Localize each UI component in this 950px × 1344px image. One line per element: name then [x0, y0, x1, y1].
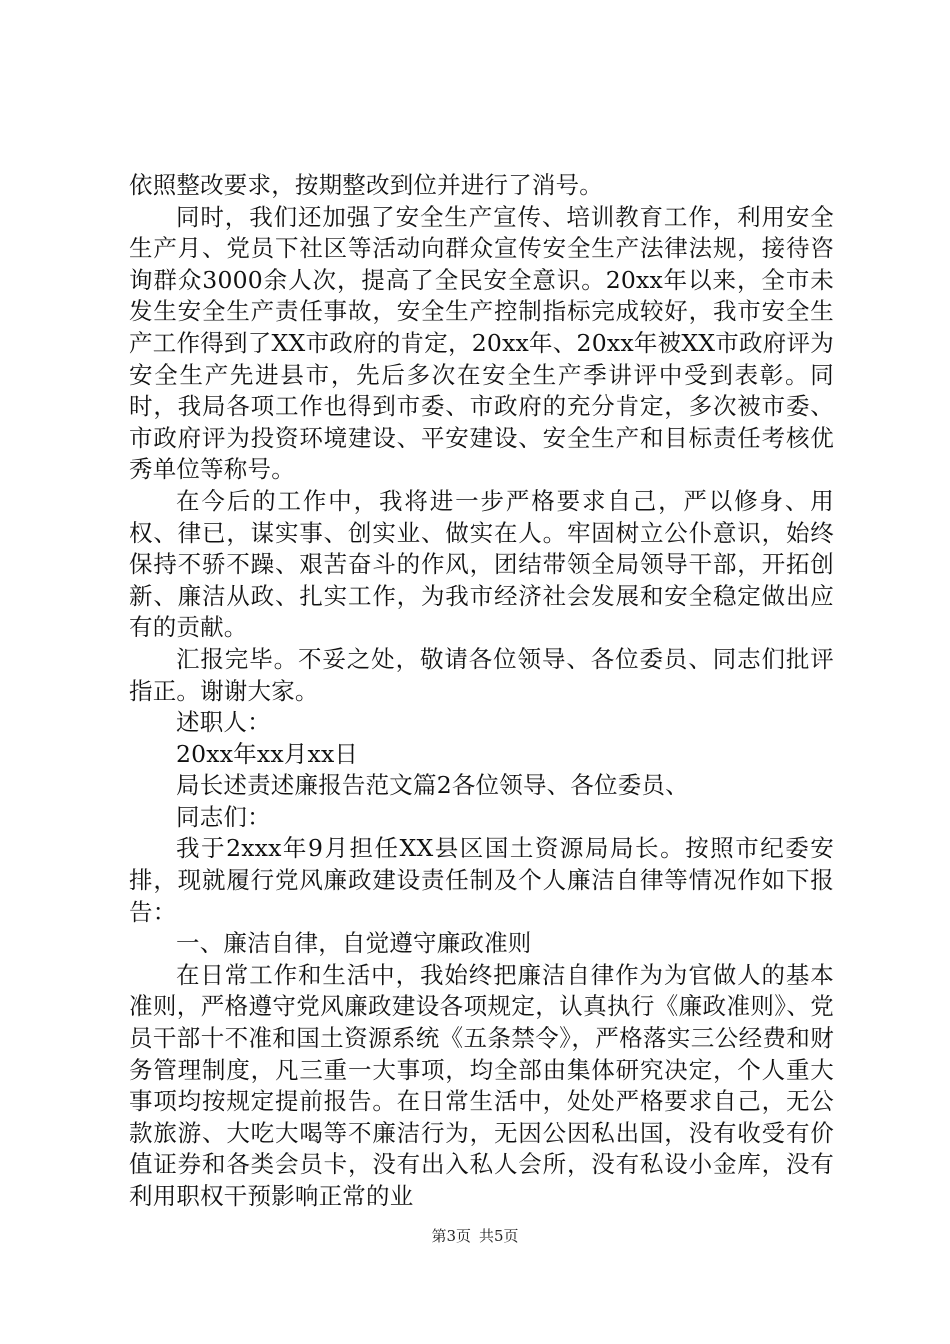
page-total: 共5页	[479, 1227, 519, 1245]
section-heading: 一、廉洁自律，自觉遵守廉政准则	[176, 929, 532, 958]
signature-label: 述职人：	[176, 708, 271, 737]
signature-date: 20xx年xx月xx日	[176, 739, 359, 768]
paragraph: 在日常工作和生活中，我始终把廉洁自律作为为官做人的基本准则，严格遵守党风廉政建设各项规定，认真执行《廉政准则》、党员干部十不准和国土资源系统《五条禁令》，严格落实三公经费和财务管理制度，凡三重一大事项，均全部由集体研究决定，个人重大事项均按规定提前报告。在日常生活中，处处严格要求自己，无公款旅游、大吃大喝等不廉洁行为，无因公因私出国，没有收受有价值证券和各类会员卡，没有出入私人会所，没有私设小金库，没有利用职权干预影响正常的业	[129, 960, 834, 1210]
paragraph: 依照整改要求，按期整改到位并进行了消号。	[129, 171, 603, 199]
page-footer	[0, 1226, 950, 1246]
paragraph: 同时，我们还加强了安全生产宣传、培训教育工作，利用安全生产月、党员下社区等活动向群众宣传安全生产法律法规，接待咨询群众3000余人次，提高了全民安全意识。20xx年以来，全市未发生安全生产责任事故，安全生产控制指标完成较好，我市安全生产工作得到了XX市政府的肯定，20xx年、20xx年被XX市政府评为安全生产先进县市，先后多次在安全生产季讲评中受到表彰。同时，我局各项工作也得到市委、市政府的充分肯定，多次被市委、市政府评为投资环境建设、平安建设、安全生产和目标责任考核优秀单位等称号。	[129, 202, 834, 484]
section-title: 局长述责述廉报告范文篇2各位领导、各位委员、	[176, 771, 689, 800]
document-body	[129, 170, 834, 1213]
paragraph: 我于2xxx年9月担任XX县区国土资源局局长。按照市纪委安排，现就履行党风廉政建设责任制及个人廉洁自律等情况作如下报告：	[129, 834, 834, 926]
paragraph: 在今后的工作中，我将进一步严格要求自己，严以修身、用权、律已，谋实事、创实业、做实在人。牢固树立公仆意识，始终保持不骄不躁、艰苦奋斗的作风，团结带领全局领导干部，开拓创新、廉洁从政、扎实工作，为我市经济社会发展和安全稳定做出应有的贡献。	[129, 486, 834, 642]
paragraph: 汇报完毕。不妥之处，敬请各位领导、各位委员、同志们批评指正。谢谢大家。	[129, 644, 834, 705]
salutation: 同志们：	[176, 802, 271, 831]
page-number: 第3页	[431, 1227, 471, 1245]
